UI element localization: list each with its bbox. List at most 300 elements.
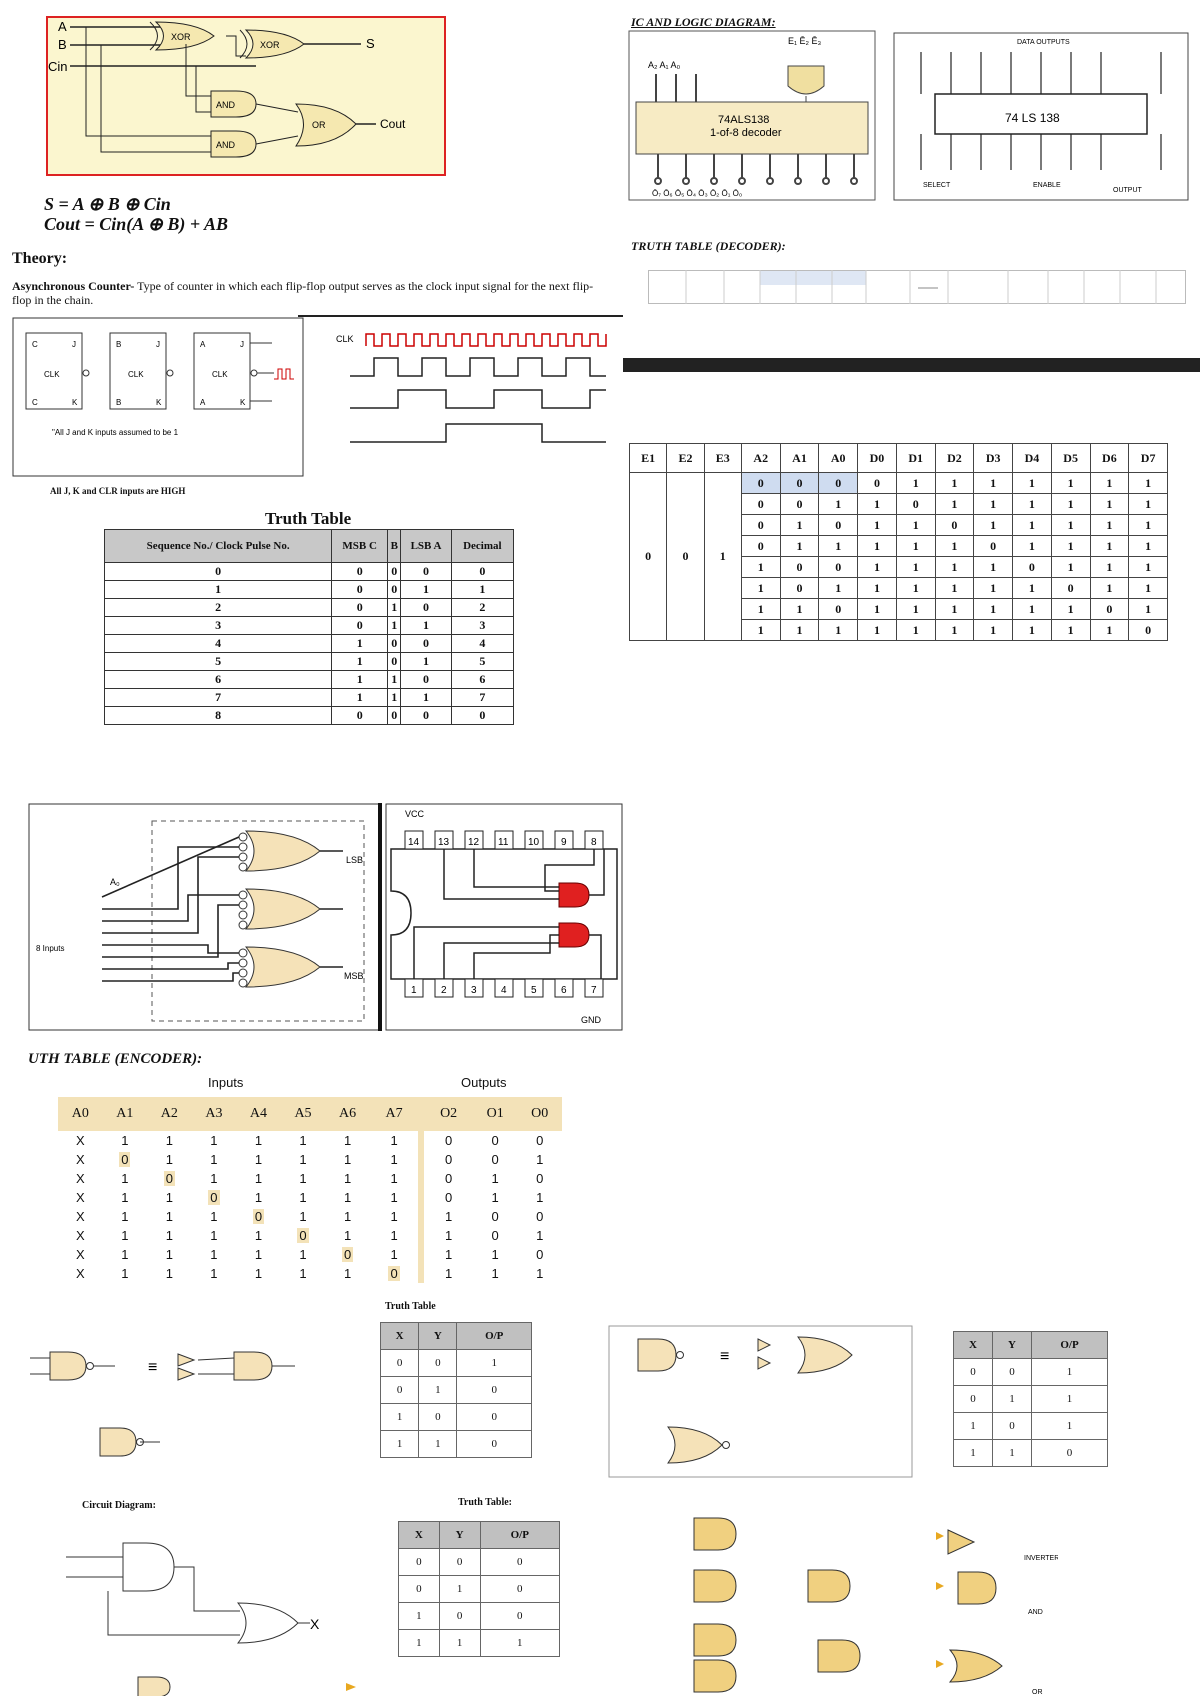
table-cell [421,1150,473,1169]
table-cell [421,1131,473,1150]
table-cell: 1 [819,494,858,515]
svg-text:13: 13 [438,837,450,848]
cell-value: 1 [299,1171,307,1186]
table-row [58,1245,562,1264]
table-cell: 1 [1013,578,1052,599]
table-cell [192,1264,237,1283]
table-row [105,707,514,725]
ic-heading: IC AND LOGIC DIAGRAM: [631,15,776,29]
cell-value: 0 [536,1247,544,1262]
table-cell: 1 [741,557,780,578]
table-cell: 1 [1129,536,1168,557]
table-row [105,617,514,635]
cell-value: X [75,1266,85,1281]
encoder-col-header: O0 [517,1097,562,1131]
table-cell [421,1226,473,1245]
table-cell: 1 [780,620,819,641]
svg-text:A₂ A₁ A₀: A₂ A₁ A₀ [648,60,681,70]
counter-truth-table [104,529,514,725]
col-header: O/P [1032,1332,1108,1359]
table-cell: 1 [1051,515,1090,536]
cell-value: 1 [299,1133,307,1148]
table-cell: 7 [105,689,332,707]
table-cell: 1 [935,473,974,494]
svg-text:Ō₇ Ō₆ Ō₅ Ō₄ Ō₃ Ō₂ Ō₁ Ō₀: Ō₇ Ō₆ Ō₅ Ō₄ Ō₃ Ō₂ Ō₁ Ō₀ [652,189,743,198]
table-cell [147,1188,192,1207]
decoder-col-header: A0 [819,444,858,473]
table-cell: 1 [401,689,451,707]
cell-value: 1 [390,1133,398,1148]
table-cell: 1 [780,599,819,620]
table-row [105,635,514,653]
table-cell: 1 [974,599,1013,620]
cell-value: 1 [254,1266,263,1281]
vcc-label: VCC [405,809,425,819]
table-cell [325,1169,370,1188]
table-cell: 0 [780,473,819,494]
cell-value: 0 [210,1190,218,1205]
table-cell [58,1264,103,1283]
table-cell: 5 [105,653,332,671]
table-row [399,1576,560,1603]
cell-value: 1 [343,1209,352,1224]
table-cell: 1 [1051,473,1090,494]
table-cell: 1 [1051,494,1090,515]
table-cell: 1 [388,689,401,707]
table-cell [192,1169,237,1188]
encoder-col-header: A6 [325,1097,370,1131]
table-cell: 1 [858,536,897,557]
encoder-outputs-header: Outputs [461,1075,507,1090]
col-header: X [954,1332,993,1359]
table-cell: 1 [1032,1359,1108,1386]
and-truth-table [398,1521,560,1657]
table-cell: 1 [974,620,1013,641]
svg-text:12: 12 [468,837,480,848]
encoder-table-header-row [58,1097,562,1131]
table-cell: 0 [332,599,388,617]
table-cell [421,1207,473,1226]
table-cell: 1 [935,557,974,578]
table-cell [325,1245,370,1264]
table-cell: 1 [1129,473,1168,494]
table-cell: 1 [819,620,858,641]
table-cell: 7 [451,689,513,707]
table-cell: 0 [780,494,819,515]
counter-col-header: B [388,530,401,563]
cell-value: 1 [536,1152,544,1167]
cell-value: 0 [299,1228,307,1243]
table-cell: 1 [388,671,401,689]
table-cell: 1 [896,536,935,557]
table-cell [147,1264,192,1283]
table-cell: 1 [332,689,388,707]
cell-value: X [75,1247,85,1262]
timing-clk-label: CLK [336,334,354,344]
table-cell [147,1245,192,1264]
table-cell [421,1264,473,1283]
table-cell: 0 [935,515,974,536]
cell-value: 0 [536,1209,544,1224]
cell-value: 1 [445,1247,453,1262]
counter-col-header: LSB A [401,530,451,563]
table-cell: 1 [1129,599,1168,620]
table-row [58,1150,562,1169]
svg-text:J: J [156,340,160,349]
table-cell: 1 [1090,515,1129,536]
cell-value: 1 [343,1228,352,1243]
table-cell [192,1207,237,1226]
table-cell: 0 [439,1603,480,1630]
and-or-circuit [58,1535,338,1655]
table-cell: 1 [935,536,974,557]
xor2-label: XOR [260,40,280,50]
cell-value: 1 [299,1152,307,1167]
table-cell: 1 [1051,620,1090,641]
pinout-chip-label: 74 LS 138 [1005,111,1060,125]
table-cell: 1 [1013,599,1052,620]
table-cell [147,1226,192,1245]
table-row [381,1431,532,1458]
table-cell: 1 [457,1350,532,1377]
table-cell [370,1188,422,1207]
table-cell [103,1131,148,1150]
table-cell: 0 [399,1549,440,1576]
cell-value: 1 [299,1209,307,1224]
table-cell [103,1226,148,1245]
table-cell: 2 [105,599,332,617]
table-row [399,1549,560,1576]
cell-value: 1 [254,1171,263,1186]
table-cell [370,1226,422,1245]
table-cell [103,1150,148,1169]
table-row [399,1630,560,1657]
and-label: AND [1028,1609,1043,1616]
table-cell: 0 [399,1576,440,1603]
table-cell [103,1207,148,1226]
table-cell: 1 [954,1440,993,1467]
label-cin: Cin [48,59,68,74]
table-cell: 0 [480,1576,559,1603]
inverter-label: INVERTER [1024,1555,1058,1562]
cell-value: 1 [121,1266,129,1281]
table-cell: 0 [457,1431,532,1458]
table-cell [473,1245,518,1264]
svg-text:4: 4 [501,985,507,996]
encoder-col-header: O1 [473,1097,518,1131]
table-cell: 1 [858,515,897,536]
table-cell: 1 [858,557,897,578]
table-cell: 1 [1090,494,1129,515]
table-cell [147,1131,192,1150]
table-cell [473,1188,518,1207]
table-cell: 1 [974,494,1013,515]
cell-value: 1 [343,1133,352,1148]
thick-divider [623,358,1200,372]
ff3-clk: CLK [212,370,228,379]
table-cell [103,1188,148,1207]
svg-text:5: 5 [531,985,537,996]
decoder-col-header: E3 [704,444,741,473]
table-cell [58,1131,103,1150]
theory-heading: Theory: [12,250,68,267]
table-cell: 0 [819,557,858,578]
counter-col-header: MSB C [332,530,388,563]
table-cell [236,1207,281,1226]
table-cell: 1 [332,635,388,653]
table-cell [58,1169,103,1188]
timing-diagram [336,326,610,476]
decoder-col-header: D3 [974,444,1013,473]
pinout-output: OUTPUT [1113,187,1142,194]
table-cell: 0 [401,635,451,653]
table-row [105,563,514,581]
svg-text:2: 2 [441,985,447,996]
table-row [105,653,514,671]
theory-rule [298,315,623,317]
table-cell: 1 [399,1603,440,1630]
label-a: A [58,19,67,34]
table-cell: 1 [993,1440,1032,1467]
cell-value: 1 [210,1133,218,1148]
table-cell: 0 [419,1350,457,1377]
theory-text [12,279,612,307]
decoder-col-header: D2 [935,444,974,473]
table-cell [103,1264,148,1283]
table-cell: 1 [1129,557,1168,578]
encoder-truth-table [58,1097,562,1283]
cell-value: 1 [491,1247,499,1262]
table-cell: 1 [896,473,935,494]
cell-value: 1 [390,1152,398,1167]
encoder-msb-label: MSB [344,971,364,981]
cell-value: 1 [165,1228,173,1243]
table-cell: 1 [1129,578,1168,599]
table-cell: 0 [419,1404,457,1431]
table-cell: 1 [741,620,780,641]
encoder-col-header: A5 [281,1097,326,1131]
cell-value: 0 [536,1133,544,1148]
table-cell: 0 [780,578,819,599]
svg-text:1: 1 [411,985,417,996]
cell-value: 0 [445,1171,453,1186]
cell-value: 1 [254,1133,263,1148]
cell-value: 0 [491,1133,499,1148]
svg-text:≡: ≡ [148,1359,158,1376]
table-row [105,581,514,599]
cell-value: 1 [343,1266,352,1281]
decoder-truth-heading: TRUTH TABLE (DECODER): [631,239,786,253]
decoder-col-header: E2 [667,444,704,473]
table-cell: 0 [480,1549,559,1576]
encoder-col-header: A3 [192,1097,237,1131]
table-cell [370,1207,422,1226]
cell-value: 1 [390,1228,398,1243]
table-cell [325,1207,370,1226]
svg-text:E₁ Ē₂ Ē₃: E₁ Ē₂ Ē₃ [788,36,822,46]
table-cell: 1 [858,578,897,599]
xor1-label: XOR [171,32,191,42]
table-cell: 1 [401,581,451,599]
table-cell: 0 [480,1603,559,1630]
table-cell: 1 [896,515,935,536]
cell-value: 1 [299,1190,307,1205]
counter-col-header: Decimal [451,530,513,563]
ff1-clk: CLK [44,370,60,379]
cell-value: X [75,1171,85,1186]
cell-value: X [75,1209,85,1224]
table-cell: 0 [457,1377,532,1404]
table-row [58,1131,562,1150]
table-row [381,1377,532,1404]
svg-text:B: B [116,398,122,407]
cell-value: 1 [165,1247,173,1262]
flip-flop-chain-diagram [12,317,304,477]
table-cell: 4 [451,635,513,653]
table-cell: 1 [1051,599,1090,620]
svg-text:K: K [72,398,78,407]
table-cell [281,1245,326,1264]
table-cell: 0 [332,581,388,599]
cell-value: 1 [210,1209,218,1224]
table-cell: 1 [780,515,819,536]
table-cell: 1 [935,599,974,620]
encoder-col-header: A4 [236,1097,281,1131]
table-cell [421,1188,473,1207]
table-cell: 0 [954,1386,993,1413]
cell-value: 1 [210,1228,218,1243]
ff2-clk: CLK [128,370,144,379]
table-cell [517,1150,562,1169]
cell-value: 1 [491,1190,499,1205]
table-cell: 1 [1013,536,1052,557]
table-cell: 0 [401,707,451,725]
cell-value: 1 [343,1190,352,1205]
equation-carry: Cout = Cin(A ⊕ B) + AB [44,214,228,234]
decoder-logic-diagram [628,30,876,201]
table-cell [473,1207,518,1226]
svg-text:K: K [240,398,246,407]
table-cell: 1 [1013,473,1052,494]
decoder-col-header: D4 [1013,444,1052,473]
nand-table-title: Truth Table [385,1301,436,1312]
table-cell: 0 [1051,578,1090,599]
cell-value: 1 [299,1266,307,1281]
cell-value: 1 [121,1247,129,1262]
table-cell: 0 [1090,599,1129,620]
table-cell: 0 [388,707,401,725]
table-row [58,1226,562,1245]
table-cell: 0 [1032,1440,1108,1467]
nand-universal-diagram [638,1510,1058,1696]
table-cell [281,1207,326,1226]
table-cell: 1 [1013,620,1052,641]
table-cell [517,1264,562,1283]
cell-value: 1 [390,1171,398,1186]
counter-col-header: Sequence No./ Clock Pulse No. [105,530,332,563]
circuit-output-label: X [310,1616,320,1632]
table-cell [103,1169,148,1188]
cell-value: 1 [299,1247,307,1262]
table-cell: 1 [1090,536,1129,557]
table-cell: 0 [381,1377,419,1404]
or-label-bottom: OR [1032,1689,1043,1696]
encoder-col-header: O2 [421,1097,473,1131]
table-cell: 1 [1032,1386,1108,1413]
ff-note: "All J and K inputs assumed to be 1 [52,428,179,437]
table-cell: 1 [401,653,451,671]
decoder-col-header: D5 [1051,444,1090,473]
col-header: X [399,1522,440,1549]
table-cell [473,1226,518,1245]
table-row [381,1350,532,1377]
table-cell [236,1264,281,1283]
table-cell: 1 [451,581,513,599]
nand-left-header-row [381,1323,532,1350]
encoder-col-header: A0 [58,1097,103,1131]
table-cell: 1 [858,620,897,641]
table-cell [517,1131,562,1150]
table-cell: 1 [1090,557,1129,578]
table-cell: 3 [105,617,332,635]
table-cell: 0 [819,515,858,536]
table-cell [517,1226,562,1245]
cell-value: 1 [254,1228,263,1243]
theory-body: Type of counter in which each flip-flop output serves as the clock input signal for the next flip-flop in the chain. [12,279,594,307]
cell-value: 1 [390,1209,398,1224]
table-cell: 1 [1013,494,1052,515]
decoder-col-header: A1 [780,444,819,473]
cell-value: X [75,1133,85,1148]
counter-table-header-row [105,530,514,563]
table-cell: 0 [896,494,935,515]
cell-value: 0 [121,1152,129,1167]
enable-cell: 0 [667,473,704,641]
table-cell [192,1245,237,1264]
table-cell: 0 [388,653,401,671]
table-row [58,1188,562,1207]
table-cell: 1 [480,1630,559,1657]
table-cell: 1 [1090,578,1129,599]
table-cell: 1 [1051,557,1090,578]
table-cell [473,1150,518,1169]
table-cell: 0 [451,563,513,581]
table-cell [147,1207,192,1226]
table-cell: 0 [819,599,858,620]
svg-text:C: C [32,398,38,407]
encoder-lsb-label: LSB [346,855,364,865]
cell-value: 0 [390,1266,398,1281]
table-cell: 1 [896,620,935,641]
col-header: Y [439,1522,480,1549]
table-cell: 1 [935,578,974,599]
bottom-left-gate [98,1673,358,1696]
decoder-table-header-row [630,444,1168,473]
cell-value: 1 [121,1228,129,1243]
svg-text:14: 14 [408,837,420,848]
table-cell: 1 [1129,515,1168,536]
table-cell [370,1169,422,1188]
decoder-truth-table [629,443,1168,641]
nor-right-header-row [954,1332,1108,1359]
decoder-col-header: A2 [741,444,780,473]
table-cell [192,1131,237,1150]
pinout-title: DATA OUTPUTS [1017,39,1070,46]
col-header: X [381,1323,419,1350]
cell-value: 0 [491,1228,499,1243]
table-cell: 1 [1129,494,1168,515]
svg-text:8: 8 [591,837,597,848]
